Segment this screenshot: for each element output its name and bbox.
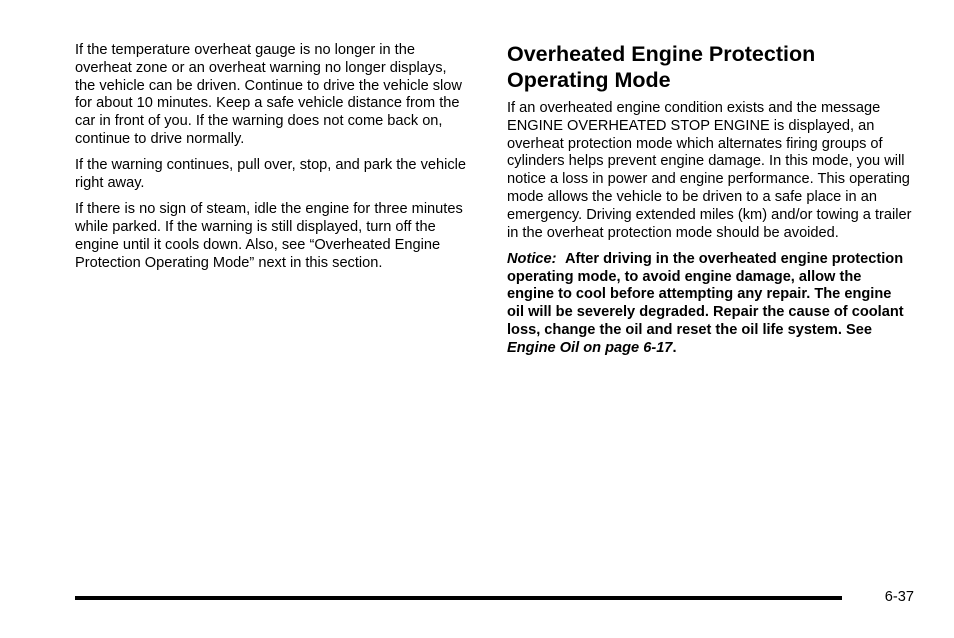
footer-rule <box>75 596 842 600</box>
notice-end: . <box>672 339 677 356</box>
notice-label: Notice: <box>507 250 557 267</box>
paragraph-gauge-normal: If the temperature overheat gauge is no longer in the overheat zone or an overheat warning no longer displays, the vehicle can be driven. Continue to drive the vehicle slow for about 10 minutes. Keep a safe vehicle distance from the car in front of you. If the warning does not come back on, continue to drive normally. <box>75 42 462 147</box>
page-number: 6-37 <box>884 589 914 605</box>
paragraph-warning-continues: If the warning continues, pull over, stop, and park the vehicle right away. <box>75 157 467 192</box>
engine-oil-reference: Engine Oil on page 6-17 <box>507 339 673 356</box>
right-column <box>507 42 912 366</box>
paragraph-no-steam: If there is no sign of steam, idle the engine for three minutes while parked. If the warning is still displayed, turn off the engine until it cools down. Also, see “Overheated Engine Protection Operating Mode” next in this section. <box>75 201 463 271</box>
notice-block <box>507 251 912 358</box>
paragraph-protection-mode: If an overheated engine condition exists and the message ENGINE OVERHEATED STOP ENGINE is displayed, an overheat protection mode which alternates firing groups of cylinders helps prevent engine damage. In this mode, you will notice a loss in power and engine performance. This operating mode allows the vehicle to be driven to a safe place in an emergency. Driving extended miles (km) and/or towing a trailer in the overheat protection mode should be avoided. <box>507 100 912 241</box>
left-column <box>75 42 467 281</box>
notice-text: After driving in the overheated engine protection operating mode, to avoid engine damage, allow the engine to cool before attempting any repair. The engine oil will be severely degraded. Repair the cause of coolant loss, change the oil and reset the oil life system. See <box>507 250 904 339</box>
section-heading: Overheated Engine Protection Operating Mode <box>507 42 816 92</box>
